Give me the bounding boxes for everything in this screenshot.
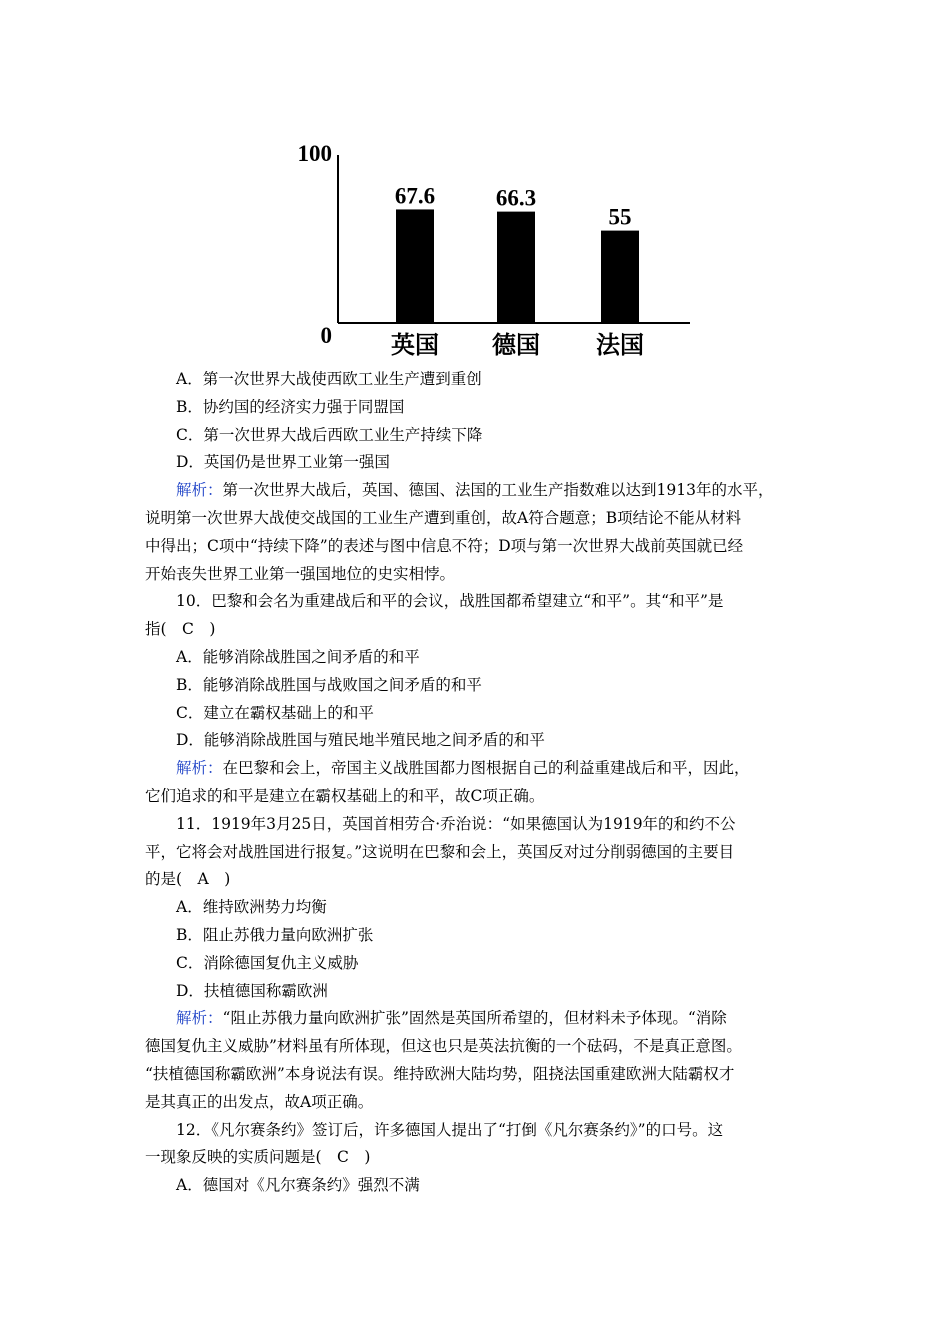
question-stem-line: 的是( A ) [145, 870, 231, 889]
bar [601, 231, 639, 323]
option-line: C．建立在霸权基础上的和平 [176, 703, 374, 722]
analysis-line [145, 755, 815, 783]
bar [497, 212, 535, 323]
option-line: C．消除德国复仇主义威胁 [176, 953, 359, 972]
analysis-line: 说明第一次世界大战使交战国的工业生产遭到重创，故A符合题意；B项结论不能从材料 [145, 508, 742, 527]
question-stem-line: 指( C ) [145, 620, 216, 639]
analysis-line [145, 477, 815, 505]
x-tick-label: 法国 [596, 333, 644, 359]
option-line: A．第一次世界大战使西欧工业生产遭到重创 [176, 370, 482, 388]
option-line: C．第一次世界大战后西欧工业生产持续下降 [176, 425, 483, 444]
analysis-line: 是其真正的出发点，故A项正确。 [145, 1092, 374, 1111]
analysis-line: 它们追求的和平是建立在霸权基础上的和平，故C项正确。 [145, 786, 545, 805]
analysis-line: 开始丧失世界工业第一强国地位的史实相悖。 [145, 564, 456, 583]
question-stem-line: 一现象反映的实质问题是( C ) [145, 1148, 371, 1167]
analysis-line [145, 1005, 815, 1033]
question-content [145, 366, 815, 1200]
option-line: B．阻止苏俄力量向欧洲扩张 [176, 925, 374, 944]
question-stem-line: 10．巴黎和会名为重建战后和平的会议，战胜国都希望建立“和平”。其“和平”是 [176, 592, 724, 611]
analysis-text: 在巴黎和会上，帝国主义战胜国都力图根据自己的利益重建战后和平，因此， [222, 759, 750, 778]
data-label: 66.3 [495, 185, 537, 211]
option-line: A．维持欧洲势力均衡 [176, 898, 327, 917]
option-line: B．协约国的经济实力强于同盟国 [176, 397, 405, 416]
bar-chart [270, 135, 710, 365]
analysis-text: 第一次世界大战后，英国、德国、法国的工业生产指数难以达到1913年的水平， [222, 481, 774, 500]
analysis-label: 解析： [176, 759, 223, 778]
y-tick-label: 100 [297, 141, 332, 166]
analysis-label: 解析： [176, 1009, 223, 1028]
option-line: D．扶植德国称霸欧洲 [176, 981, 328, 1000]
analysis-text: “阻止苏俄力量向欧洲扩张”固然是英国所希望的，但材料未予体现。“消除 [222, 1009, 727, 1028]
option-line: B．能够消除战胜国与战败国之间矛盾的和平 [176, 675, 482, 694]
option-line: A．德国对《凡尔赛条约》强烈不满 [176, 1176, 420, 1195]
y-tick-label: 0 [320, 323, 332, 348]
question-stem-line: 平，它将会对战胜国进行报复。”这说明在巴黎和会上，英国反对过分削弱德国的主要目 [145, 842, 735, 861]
option-line: D．英国仍是世界工业第一强国 [176, 453, 390, 472]
analysis-label: 解析： [176, 481, 223, 500]
data-label: 55 [608, 204, 632, 230]
analysis-line: “扶植德国称霸欧洲”本身说法有误。维持欧洲大陆均势，阻挠法国重建欧洲大陆霸权才 [145, 1064, 735, 1083]
question-stem-line: 12．《凡尔赛条约》签订后，许多德国人提出了“打倒《凡尔赛条约》”的口号。这 [176, 1120, 724, 1139]
question-stem-line: 11．1919年3月25日，英国首相劳合·乔治说：“如果德国认为1919年的和约不公 [176, 814, 736, 833]
x-tick-label: 英国 [391, 333, 439, 359]
analysis-line: 中得出；C项中“持续下降”的表述与图中信息不符；D项与第一次世界大战前英国就已经 [145, 536, 744, 555]
x-tick-label: 德国 [492, 333, 540, 359]
option-line: D．能够消除战胜国与殖民地半殖民地之间矛盾的和平 [176, 731, 545, 750]
option-line: A．能够消除战胜国之间矛盾的和平 [176, 647, 420, 666]
analysis-line: 德国复仇主义威胁”材料虽有所体现，但这也只是英法抗衡的一个砝码，不是真正意图。 [145, 1037, 742, 1056]
bar [396, 209, 434, 323]
data-label: 67.6 [394, 183, 436, 209]
